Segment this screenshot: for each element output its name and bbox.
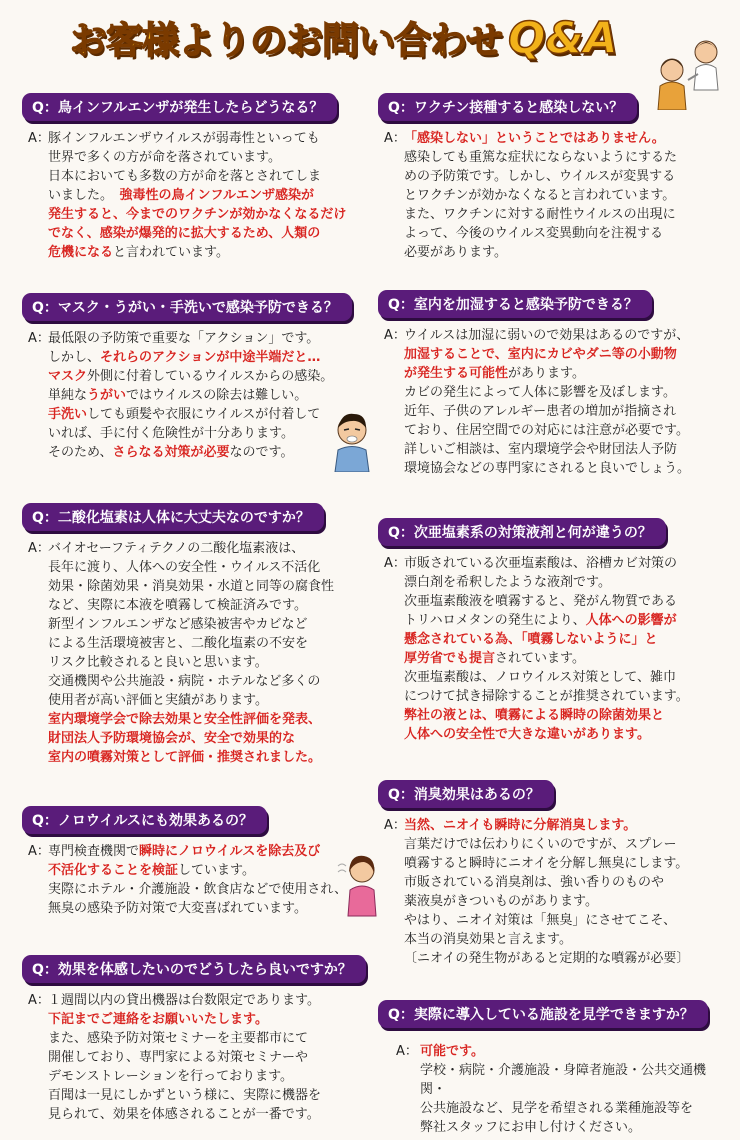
answer-line xyxy=(48,672,372,691)
emphasis-text: 加湿することで、室内にカビやダニ等の小動物 xyxy=(404,347,677,362)
answer-label: A： xyxy=(28,331,50,346)
answer-text-segment: しています。 xyxy=(178,863,255,878)
answer-line xyxy=(48,243,372,262)
answer-line xyxy=(404,873,728,892)
emphasis-text: 人体への安全性で大きな違いがあります。 xyxy=(404,727,650,742)
emphasis-text: 強毒性の鳥インフルエンザ感染が xyxy=(119,188,314,203)
answer-text-segment: １週間以内の貸出機器は台数限定であります。 xyxy=(48,993,320,1008)
answer-text-segment: 環境協会などの専門家にされると良いでしょう。 xyxy=(404,461,691,476)
answer-block xyxy=(22,991,372,1124)
answer-line xyxy=(48,224,372,243)
answer-text-segment: ウイルスは加湿に弱いので効果はあるのですが、 xyxy=(404,328,690,343)
answer-line xyxy=(48,1105,372,1124)
answer-text-segment: とワクチンが効かなくなると言われています。 xyxy=(404,188,676,203)
answer-text-segment: 噴霧すると瞬時にニオイを分解し無臭にします。 xyxy=(404,856,689,871)
answer-text-segment: やはり、ニオイ対策は「無臭」にさせてこそ、 xyxy=(404,913,677,928)
emphasis-text: 危機になる xyxy=(48,245,114,260)
answer-line xyxy=(404,649,728,668)
answer-line xyxy=(48,748,372,767)
emphasis-text: が発生する可能性 xyxy=(404,366,509,381)
emphasis-text: それらのアクションが中途半端だと… xyxy=(100,350,321,365)
question-heading: Q：実際に導入している施設を見学できますか？ xyxy=(378,1000,708,1028)
answer-text-segment: 弊社スタッフにお申し付けください。 xyxy=(420,1120,642,1135)
answer-line xyxy=(48,991,372,1010)
answer-text-segment: 効果・除菌効果・消臭効果・水道と同等の腐食性 xyxy=(48,579,335,594)
question-heading: Q：ワクチン接種すると感染しない？ xyxy=(378,93,637,121)
answer-label: A： xyxy=(384,131,406,146)
answer-text-segment: 次亜塩素酸液を噴霧すると、発がん物質である xyxy=(404,594,678,609)
answer-line xyxy=(404,224,728,243)
answer-line xyxy=(48,539,372,558)
emphasis-text: 手洗い xyxy=(48,407,88,422)
qa-item-bird-flu xyxy=(22,93,372,262)
answer-text-segment: 漂白剤を希釈したような液剤です。 xyxy=(404,575,611,590)
answer-block xyxy=(378,1042,728,1137)
answer-line xyxy=(48,842,372,861)
answer-line xyxy=(404,383,728,402)
qa-item-trial xyxy=(22,955,372,1124)
answer-text-segment: 公共施設など、見学を希望される業種施設等を xyxy=(420,1101,694,1116)
answer-label: A： xyxy=(28,844,50,859)
answer-line xyxy=(48,405,372,424)
emphasis-text: でなく、感染が爆発的に拡大するため、人類の xyxy=(48,226,321,241)
answer-line xyxy=(48,348,372,367)
answer-text-segment: いれば、手に付く危険性が十分あります。 xyxy=(48,426,294,441)
answer-line xyxy=(404,345,728,364)
qa-item-humidify xyxy=(378,290,728,478)
answer-line xyxy=(404,186,728,205)
answer-text-segment: 無臭の感染予防対策で大変喜ばれています。 xyxy=(48,901,307,916)
answer-line xyxy=(48,329,372,348)
answer-line xyxy=(48,1086,372,1105)
answer-line xyxy=(48,615,372,634)
answer-label: A： xyxy=(384,556,406,571)
emphasis-text: 当然、ニオイも瞬時に分解消臭します。 xyxy=(404,818,637,833)
answer-line xyxy=(404,167,728,186)
answer-line xyxy=(48,691,372,710)
emphasis-text: 「感染しない」ということではありません。 xyxy=(404,131,665,146)
question-heading: Q：ノロウイルスにも効果あるの？ xyxy=(22,806,267,834)
answer-line xyxy=(48,167,372,186)
answer-line xyxy=(48,899,372,918)
answer-text-segment: 薬液臭がきついものがあります。 xyxy=(404,894,598,909)
answer-label: A： xyxy=(396,1044,418,1059)
answer-line xyxy=(404,554,728,573)
answer-text-segment: 新型インフルエンザなど感染被害やカビなど xyxy=(48,617,308,632)
answer-text-segment: 長年に渡り、人体への安全性・ウイルス不活化 xyxy=(48,560,321,575)
answer-line xyxy=(48,129,372,148)
answer-line xyxy=(404,892,728,911)
answer-text xyxy=(404,816,728,968)
answer-text-segment: トリハロメタンの発生により、 xyxy=(404,613,586,628)
answer-line xyxy=(404,129,728,148)
answer-text-segment: 詳しいご相談は、室内環境学会や財団法人予防 xyxy=(404,442,678,457)
answer-line xyxy=(48,558,372,577)
answer-text-segment: ており、住居空間での対応には注意が必要です。 xyxy=(404,423,689,438)
emphasis-text: うがい xyxy=(87,388,127,403)
answer-line xyxy=(404,835,728,854)
emphasis-text: 人体への影響が xyxy=(585,613,677,628)
emphasis-text: 不活化することを検証 xyxy=(48,863,179,878)
answer-text-segment: デモンストレーションを行っております。 xyxy=(48,1069,294,1084)
answer-text-segment: されています。 xyxy=(495,651,585,666)
emphasis-text: 室内環境学会で除去効果と安全性評価を発表、 xyxy=(48,712,322,727)
emphasis-text: 厚労省でも提言 xyxy=(404,651,496,666)
answer-text-segment: 必要があります。 xyxy=(404,245,507,260)
page-title-qa: Q&A xyxy=(508,13,618,64)
answer-text-segment: につけて拭き掃除することが推奨されています。 xyxy=(404,689,689,704)
answer-text-segment: いました。 xyxy=(48,188,120,203)
answer-text-segment: カビの発生によって人体に影響を及ぼします。 xyxy=(404,385,676,400)
emphasis-text: 発生すると、今までのワクチンが効かなくなるだけ xyxy=(48,207,347,222)
emphasis-text: 財団法人予防環境協会が、安全で効果的な xyxy=(48,731,296,746)
answer-line xyxy=(48,148,372,167)
answer-line xyxy=(420,1061,728,1099)
emphasis-text: 下記までご連絡をお願いいたします。 xyxy=(48,1012,268,1027)
answer-line xyxy=(48,880,372,899)
emphasis-text: 可能です。 xyxy=(420,1044,484,1059)
qa-item-hypochlorous xyxy=(378,518,728,744)
answer-text-segment: 学校・病院・介護施設・身障者施設・公共交通機関・ xyxy=(420,1063,707,1097)
answer-text-segment: 交通機関や公共施設・病院・ホテルなど多くの xyxy=(48,674,321,689)
answer-line xyxy=(48,443,372,462)
answer-text xyxy=(404,129,728,262)
answer-text-segment: めの予防策です。しかし、ウイルスが変異する xyxy=(404,169,676,184)
answer-text-segment: 〔ニオイの発生物があると定期的な噴霧が必要〕 xyxy=(404,951,690,966)
answer-line xyxy=(404,243,728,262)
page-title xyxy=(70,10,618,70)
answer-block xyxy=(378,554,728,744)
qa-item-chlorine-dioxide xyxy=(22,503,372,767)
vaccination-illustration xyxy=(650,30,730,110)
answer-text xyxy=(404,554,728,744)
answer-line xyxy=(404,930,728,949)
answer-line xyxy=(404,421,728,440)
answer-text xyxy=(48,539,372,767)
answer-line xyxy=(404,148,728,167)
sneezing-man-illustration xyxy=(330,410,376,472)
question-heading: Q：次亜塩素系の対策液剤と何が違うの？ xyxy=(378,518,666,546)
smelling-girl-illustration xyxy=(336,852,384,918)
answer-text-segment: 開催しており、専門家による対策セミナーや xyxy=(48,1050,309,1065)
qa-item-vaccine xyxy=(378,93,728,262)
question-heading: Q：消臭効果はあるの？ xyxy=(378,780,554,808)
answer-block xyxy=(22,129,372,262)
qa-item-norovirus xyxy=(22,806,372,918)
answer-line xyxy=(48,729,372,748)
answer-label: A： xyxy=(28,541,50,556)
answer-text-segment: 市販されている消臭剤は、強い香りのものや xyxy=(404,875,665,890)
emphasis-text: 室内の噴霧対策として評価・推奨されました。 xyxy=(48,750,322,765)
answer-line xyxy=(404,611,728,630)
page-title-main: お客様よりのお問い合わせ xyxy=(70,19,502,62)
answer-text-segment: バイオセーフティテクノの二酸化塩素液は、 xyxy=(48,541,305,556)
answer-text xyxy=(420,1042,728,1137)
answer-line xyxy=(48,367,372,386)
answer-text-segment: 言葉だけでは伝わりにくいのですが、スプレー xyxy=(404,837,677,852)
answer-line xyxy=(48,577,372,596)
answer-text xyxy=(404,326,728,478)
answer-label: A： xyxy=(28,131,50,146)
answer-line xyxy=(48,861,372,880)
answer-text-segment: また、感染予防対策セミナーを主要都市にて xyxy=(48,1031,309,1046)
answer-line xyxy=(404,630,728,649)
answer-line xyxy=(404,592,728,611)
answer-label: A： xyxy=(384,328,406,343)
answer-line xyxy=(404,326,728,345)
answer-text-segment: 見られて、効果を体感されることが一番です。 xyxy=(48,1107,320,1122)
answer-line xyxy=(420,1042,728,1061)
answer-text-segment: リスク比較されると良いと思います。 xyxy=(48,655,268,670)
qa-item-facility-tour xyxy=(378,1000,728,1137)
emphasis-text: マスク xyxy=(48,369,88,384)
question-heading: Q：マスク・うがい・手洗いで感染予防できる？ xyxy=(22,293,352,321)
emphasis-text: 瞬時にノロウイルスを除去及び xyxy=(139,844,321,859)
answer-line xyxy=(420,1118,728,1137)
answer-text-segment: ではウイルスの除去は難しい。 xyxy=(126,388,308,403)
answer-line xyxy=(48,1029,372,1048)
answer-line xyxy=(404,725,728,744)
answer-line xyxy=(404,668,728,687)
emphasis-text: さらなる対策が必要 xyxy=(112,445,230,460)
answer-line xyxy=(48,596,372,615)
answer-block xyxy=(22,842,372,918)
answer-text-segment: 最低限の予防策で重要な「アクション」です。 xyxy=(48,331,320,346)
answer-line xyxy=(404,402,728,421)
answer-line xyxy=(48,710,372,729)
answer-block xyxy=(378,326,728,478)
answer-text-segment: 世界で多くの方が命を落されています。 xyxy=(48,150,281,165)
answer-line xyxy=(404,706,728,725)
answer-line xyxy=(404,854,728,873)
answer-line xyxy=(48,1010,372,1029)
answer-text-segment: よって、今後のウイルス変異動向を注視する xyxy=(404,226,663,241)
answer-block xyxy=(22,539,372,767)
answer-text xyxy=(48,842,372,918)
answer-text-segment: があります。 xyxy=(508,366,585,381)
answer-text-segment: しかし、 xyxy=(48,350,101,365)
answer-text-segment: 百聞は一見にしかずという様に、実際に機器を xyxy=(48,1088,322,1103)
answer-line xyxy=(404,205,728,224)
emphasis-text: 弊社の液とは、噴霧による瞬時の除菌効果と xyxy=(404,708,665,723)
answer-text-segment: 使用者が高い評価と実績があります。 xyxy=(48,693,268,708)
answer-line xyxy=(404,573,728,592)
answer-text xyxy=(48,129,372,262)
answer-block xyxy=(22,329,372,462)
answer-text-segment: 実際にホテル・介護施設・飲食店などで使用され、 xyxy=(48,882,348,897)
answer-line xyxy=(404,949,728,968)
answer-line xyxy=(48,386,372,405)
answer-line xyxy=(48,1067,372,1086)
answer-text-segment: など、実際に本液を噴霧して検証済みです。 xyxy=(48,598,307,613)
question-heading: Q：室内を加湿すると感染予防できる？ xyxy=(378,290,652,318)
answer-text xyxy=(48,991,372,1124)
question-heading: Q：鳥インフルエンザが発生したらどうなる？ xyxy=(22,93,337,121)
answer-label: A： xyxy=(28,993,50,1008)
answer-line xyxy=(404,459,728,478)
answer-line xyxy=(48,653,372,672)
answer-block xyxy=(378,129,728,262)
answer-line xyxy=(404,911,728,930)
answer-line xyxy=(48,424,372,443)
answer-line xyxy=(48,634,372,653)
answer-line xyxy=(48,186,372,205)
answer-text-segment: による生活環境被害と、二酸化塩素の不安を xyxy=(48,636,309,651)
answer-text-segment: と言われています。 xyxy=(113,245,229,260)
question-heading: Q：二酸化塩素は人体に大丈夫なのですか？ xyxy=(22,503,324,531)
question-heading: Q：効果を体感したいのでどうしたら良いですか？ xyxy=(22,955,366,983)
answer-text-segment: しても頭髪や衣服にウイルスが付着して xyxy=(87,407,321,422)
answer-text-segment: 市販されている次亜塩素酸は、浴槽カビ対策の xyxy=(404,556,678,571)
answer-text-segment: なのです。 xyxy=(229,445,294,460)
answer-line xyxy=(404,440,728,459)
answer-line xyxy=(48,205,372,224)
answer-text xyxy=(48,329,372,462)
answer-label: A： xyxy=(384,818,406,833)
answer-line xyxy=(404,364,728,383)
answer-text-segment: 外側に付着しているウイルスからの感染。 xyxy=(87,369,334,384)
answer-text-segment: 専門検査機関で xyxy=(48,844,140,859)
answer-text-segment: 豚インフルエンザウイルスが弱毒性といっても xyxy=(48,131,320,146)
answer-text-segment: 日本においても多数の方が命を落とされてしま xyxy=(48,169,322,184)
qa-item-mask-gargle xyxy=(22,293,372,462)
answer-line xyxy=(48,1048,372,1067)
answer-text-segment: 次亜塩素酸は、ノロウイルス対策として、雑巾 xyxy=(404,670,676,685)
answer-text-segment: 単純な xyxy=(48,388,88,403)
answer-text-segment: 近年、子供のアレルギー患者の増加が指摘され xyxy=(404,404,677,419)
answer-text-segment: そのため、 xyxy=(48,445,113,460)
answer-line xyxy=(404,687,728,706)
answer-block xyxy=(378,816,728,968)
answer-text-segment: 本当の消臭効果と言えます。 xyxy=(404,932,572,947)
qa-item-deodorize xyxy=(378,780,728,968)
emphasis-text: 懸念されている為、「噴霧しないように」と xyxy=(404,632,658,647)
answer-line xyxy=(420,1099,728,1118)
answer-text-segment: また、ワクチンに対する耐性ウイルスの出現に xyxy=(404,207,676,222)
answer-line xyxy=(404,816,728,835)
answer-text-segment: 感染しても重篤な症状にならないようにするた xyxy=(404,150,678,165)
